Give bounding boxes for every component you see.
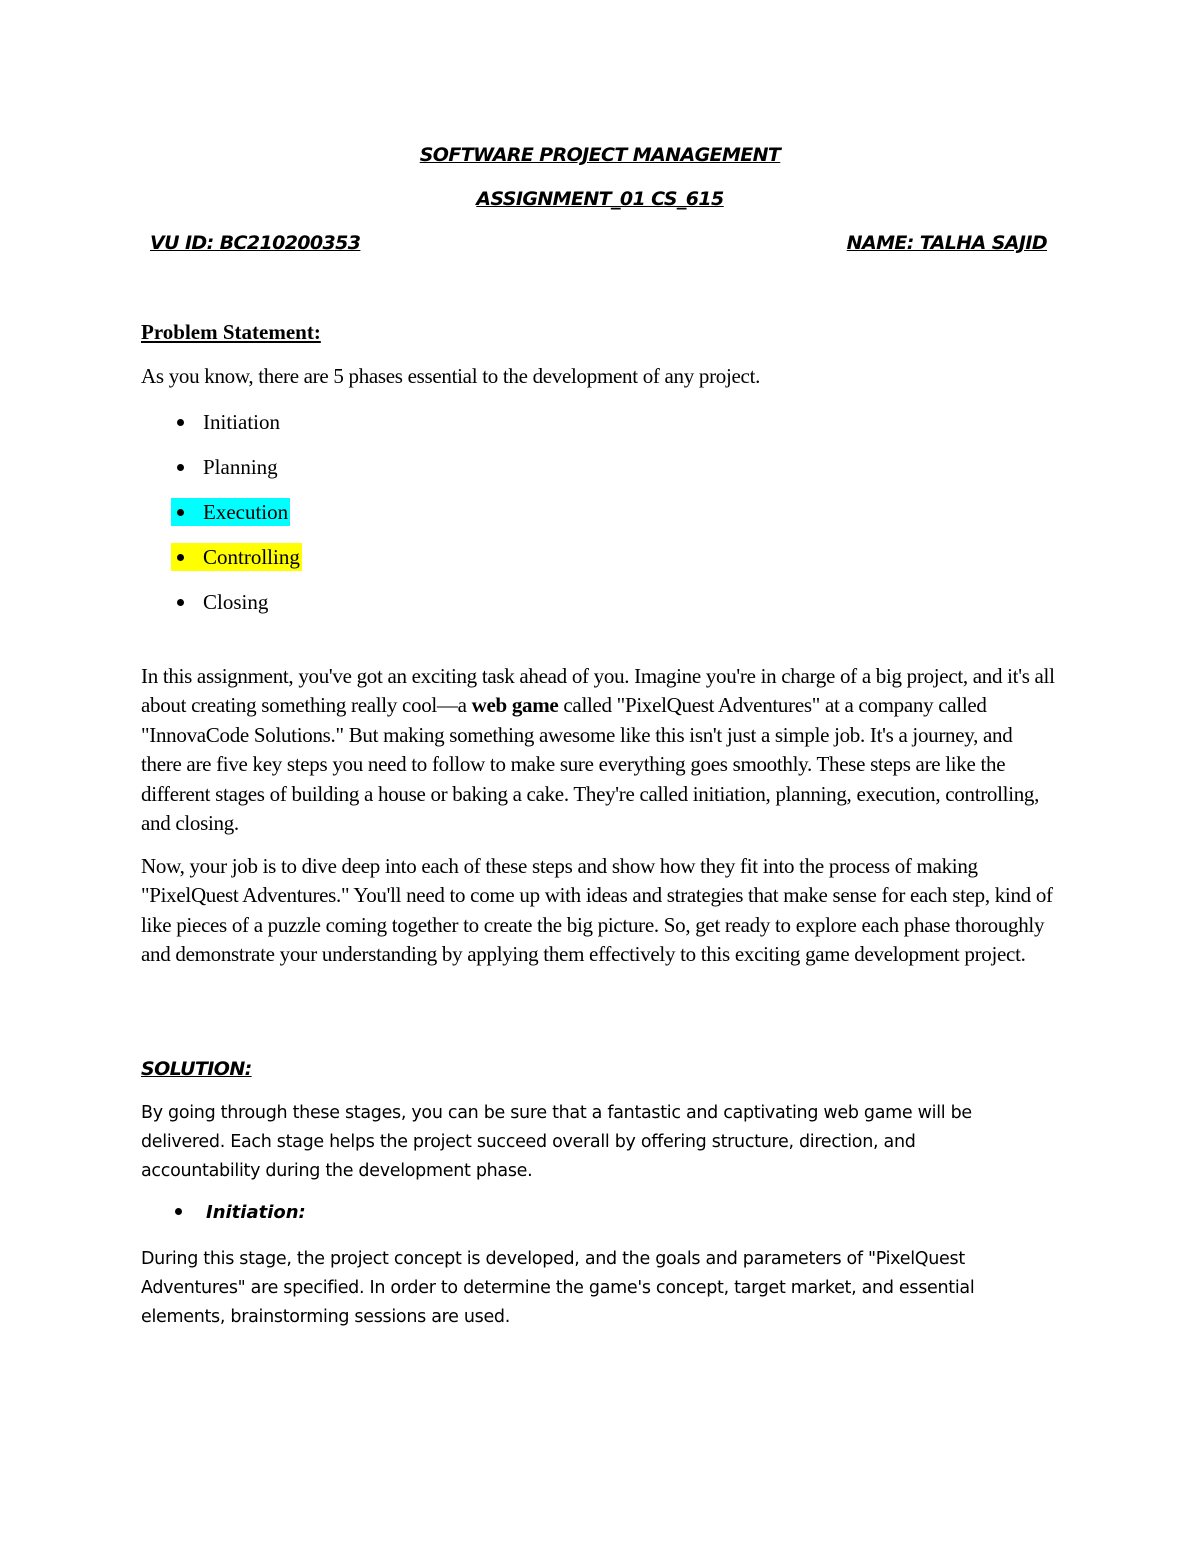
phase-list	[141, 408, 302, 633]
phase-label: Closing	[171, 588, 270, 616]
list-item	[141, 543, 302, 588]
bold-term: web game	[471, 693, 559, 718]
solution-intro: By going through these stages, you can be sure that a fantastic and captivating web game will be delivered. Each stage helps the project succeed overall by offering structure, direction, and accountability during the development phase.	[141, 1103, 972, 1182]
stage-heading-label: Initiation:	[206, 1202, 306, 1223]
list-item	[141, 408, 302, 453]
stage-heading	[175, 1202, 306, 1223]
paragraph-text: In this assignment, you've got an exciting task ahead of you. Imagine you're in charge of a big project, and it's all about creating something really cool—a	[141, 664, 1055, 718]
problem-intro: As you know, there are 5 phases essential to the development of any project.	[141, 364, 761, 388]
solution-heading: SOLUTION:	[141, 1058, 252, 1080]
phase-label: Planning	[171, 453, 280, 481]
paragraph-text: called "PixelQuest Adventures" at a company called "InnovaCode Solutions." But making something awesome like this isn't just a simple job. It's a journey, and there are five key steps you need to follow to make sure everything goes smoothly. These steps are like the different stages of building a house or baking a cake. They're called initiation, planning, execution, controlling, and closing.	[141, 693, 1040, 836]
bullet-icon	[175, 1208, 182, 1215]
document-title: SOFTWARE PROJECT MANAGEMENT	[419, 144, 781, 166]
phase-label: Execution	[171, 498, 290, 526]
stage-paragraph: During this stage, the project concept is developed, and the goals and parameters of "PixelQuest Adventures" are specified. In order to determine the game's concept, target market, and essential elements, brainstorming sessions are used.	[141, 1249, 975, 1328]
phase-label: Controlling	[171, 543, 302, 571]
vu-id: VU ID: BC210200353	[150, 232, 361, 254]
list-item	[141, 453, 302, 498]
list-item	[141, 588, 302, 633]
problem-statement-heading: Problem Statement:	[141, 320, 321, 344]
student-name: NAME: TALHA SAJID	[846, 232, 1047, 254]
phase-label: Initiation	[171, 408, 282, 436]
problem-paragraph-2: Now, your job is to dive deep into each of these steps and show how they fit into the process of making "PixelQuest Adventures." You'll need to come up with ideas and strategies that make sense for each step, kind of like pieces of a puzzle coming together to create the big picture. So, get ready to explore each phase thoroughly and demonstrate your understanding by applying them effectively to this exciting game development project.	[141, 854, 1053, 967]
assignment-code: ASSIGNMENT_01 CS_615	[476, 188, 724, 210]
problem-paragraph-1	[141, 662, 1056, 838]
list-item	[141, 498, 302, 543]
